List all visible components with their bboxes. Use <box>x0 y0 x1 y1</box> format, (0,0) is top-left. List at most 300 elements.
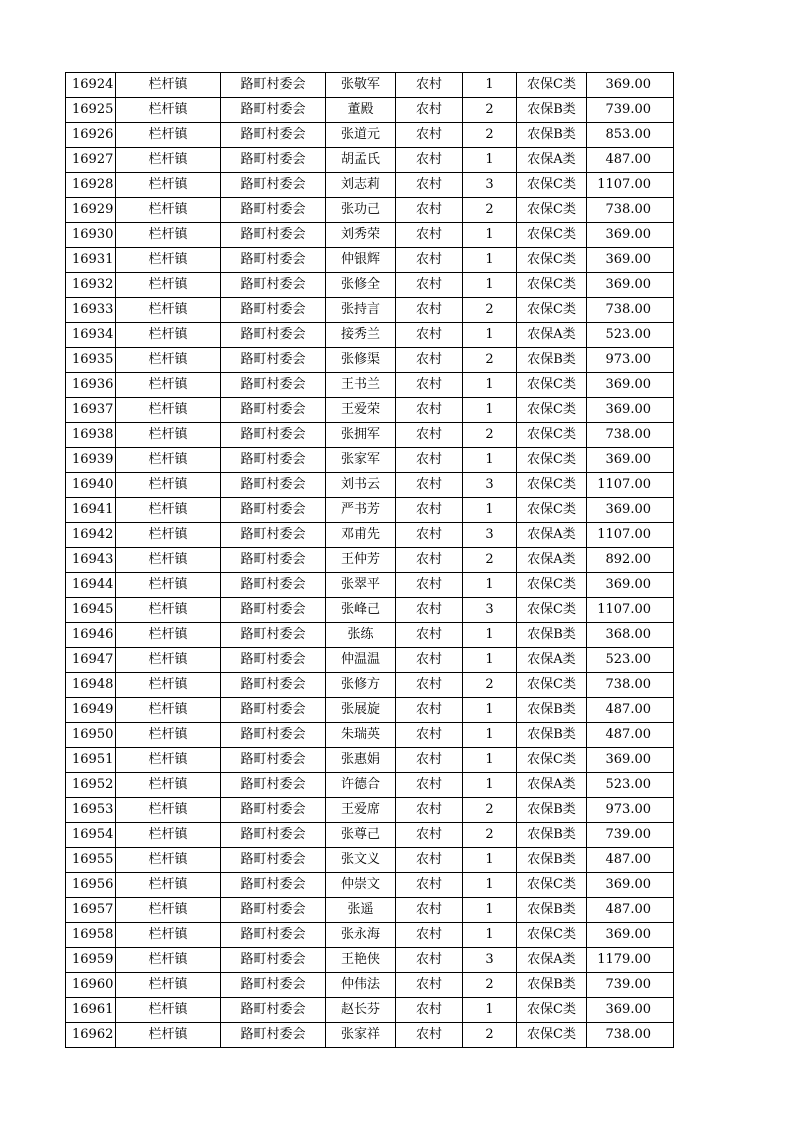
cell-name: 严书芳 <box>326 498 396 523</box>
cell-town: 栏杆镇 <box>116 173 221 198</box>
cell-count: 2 <box>463 298 517 323</box>
cell-amount: 738.00 <box>587 198 674 223</box>
cell-count: 1 <box>463 223 517 248</box>
table-row <box>66 448 674 473</box>
cell-town: 栏杆镇 <box>116 923 221 948</box>
cell-town: 栏杆镇 <box>116 548 221 573</box>
table-row <box>66 698 674 723</box>
cell-village: 路町村委会 <box>221 773 326 798</box>
cell-name: 王仲芳 <box>326 548 396 573</box>
cell-name: 赵长芬 <box>326 998 396 1023</box>
cell-village: 路町村委会 <box>221 448 326 473</box>
cell-town: 栏杆镇 <box>116 823 221 848</box>
cell-name: 张惠娟 <box>326 748 396 773</box>
cell-type: 农村 <box>396 648 463 673</box>
cell-category: 农保C类 <box>517 923 587 948</box>
table-row <box>66 623 674 648</box>
cell-count: 1 <box>463 148 517 173</box>
cell-name: 仲伟法 <box>326 973 396 998</box>
cell-category: 农保C类 <box>517 273 587 298</box>
cell-village: 路町村委会 <box>221 273 326 298</box>
cell-id: 16933 <box>66 298 116 323</box>
cell-id: 16940 <box>66 473 116 498</box>
cell-name: 胡孟氏 <box>326 148 396 173</box>
cell-town: 栏杆镇 <box>116 898 221 923</box>
cell-name: 张修渠 <box>326 348 396 373</box>
table-row <box>66 173 674 198</box>
cell-town: 栏杆镇 <box>116 248 221 273</box>
cell-town: 栏杆镇 <box>116 148 221 173</box>
cell-name: 张遥 <box>326 898 396 923</box>
cell-name: 仲崇文 <box>326 873 396 898</box>
cell-id: 16950 <box>66 723 116 748</box>
table-row <box>66 273 674 298</box>
cell-village: 路町村委会 <box>221 923 326 948</box>
cell-category: 农保B类 <box>517 898 587 923</box>
cell-town: 栏杆镇 <box>116 523 221 548</box>
table-row <box>66 648 674 673</box>
cell-village: 路町村委会 <box>221 648 326 673</box>
cell-id: 16947 <box>66 648 116 673</box>
cell-id: 16945 <box>66 598 116 623</box>
cell-count: 1 <box>463 998 517 1023</box>
cell-count: 3 <box>463 598 517 623</box>
cell-village: 路町村委会 <box>221 873 326 898</box>
cell-name: 张功己 <box>326 198 396 223</box>
table-row <box>66 848 674 873</box>
cell-count: 1 <box>463 498 517 523</box>
cell-village: 路町村委会 <box>221 998 326 1023</box>
cell-category: 农保B类 <box>517 348 587 373</box>
cell-id: 16942 <box>66 523 116 548</box>
cell-count: 1 <box>463 898 517 923</box>
table-row <box>66 898 674 923</box>
cell-village: 路町村委会 <box>221 798 326 823</box>
cell-type: 农村 <box>396 98 463 123</box>
cell-id: 16955 <box>66 848 116 873</box>
cell-count: 2 <box>463 348 517 373</box>
cell-count: 2 <box>463 548 517 573</box>
cell-village: 路町村委会 <box>221 398 326 423</box>
cell-type: 农村 <box>396 148 463 173</box>
cell-id: 16939 <box>66 448 116 473</box>
cell-village: 路町村委会 <box>221 673 326 698</box>
cell-name: 王艳侠 <box>326 948 396 973</box>
cell-category: 农保A类 <box>517 148 587 173</box>
cell-town: 栏杆镇 <box>116 623 221 648</box>
cell-count: 3 <box>463 173 517 198</box>
cell-amount: 369.00 <box>587 448 674 473</box>
cell-amount: 523.00 <box>587 323 674 348</box>
table-row <box>66 198 674 223</box>
cell-town: 栏杆镇 <box>116 723 221 748</box>
cell-name: 王爱荣 <box>326 398 396 423</box>
cell-id: 16938 <box>66 423 116 448</box>
cell-name: 仲温温 <box>326 648 396 673</box>
table-row <box>66 73 674 98</box>
cell-count: 3 <box>463 473 517 498</box>
cell-category: 农保A类 <box>517 548 587 573</box>
cell-type: 农村 <box>396 798 463 823</box>
table-row <box>66 148 674 173</box>
cell-id: 16936 <box>66 373 116 398</box>
cell-type: 农村 <box>396 523 463 548</box>
table-row <box>66 1023 674 1048</box>
cell-name: 刘秀荣 <box>326 223 396 248</box>
cell-town: 栏杆镇 <box>116 423 221 448</box>
cell-name: 张持言 <box>326 298 396 323</box>
cell-id: 16941 <box>66 498 116 523</box>
table-body <box>66 73 674 1048</box>
cell-town: 栏杆镇 <box>116 973 221 998</box>
cell-town: 栏杆镇 <box>116 123 221 148</box>
cell-name: 张尊己 <box>326 823 396 848</box>
cell-category: 农保C类 <box>517 173 587 198</box>
table-row <box>66 423 674 448</box>
cell-name: 仲银辉 <box>326 248 396 273</box>
table-row <box>66 823 674 848</box>
cell-type: 农村 <box>396 498 463 523</box>
cell-amount: 369.00 <box>587 748 674 773</box>
table-row <box>66 123 674 148</box>
cell-category: 农保C类 <box>517 373 587 398</box>
cell-village: 路町村委会 <box>221 898 326 923</box>
cell-type: 农村 <box>396 623 463 648</box>
cell-count: 2 <box>463 798 517 823</box>
cell-category: 农保B类 <box>517 698 587 723</box>
cell-village: 路町村委会 <box>221 723 326 748</box>
table-row <box>66 223 674 248</box>
cell-village: 路町村委会 <box>221 298 326 323</box>
cell-village: 路町村委会 <box>221 573 326 598</box>
table-row <box>66 998 674 1023</box>
cell-type: 农村 <box>396 348 463 373</box>
cell-id: 16931 <box>66 248 116 273</box>
cell-id: 16926 <box>66 123 116 148</box>
cell-count: 1 <box>463 873 517 898</box>
table-row <box>66 348 674 373</box>
cell-village: 路町村委会 <box>221 73 326 98</box>
cell-town: 栏杆镇 <box>116 448 221 473</box>
cell-count: 1 <box>463 623 517 648</box>
cell-id: 16954 <box>66 823 116 848</box>
cell-amount: 369.00 <box>587 273 674 298</box>
cell-type: 农村 <box>396 673 463 698</box>
cell-town: 栏杆镇 <box>116 698 221 723</box>
cell-count: 2 <box>463 823 517 848</box>
cell-id: 16943 <box>66 548 116 573</box>
cell-village: 路町村委会 <box>221 698 326 723</box>
cell-amount: 738.00 <box>587 673 674 698</box>
cell-name: 张家祥 <box>326 1023 396 1048</box>
table-row <box>66 923 674 948</box>
cell-id: 16927 <box>66 148 116 173</box>
cell-village: 路町村委会 <box>221 598 326 623</box>
table-row <box>66 498 674 523</box>
cell-type: 农村 <box>396 598 463 623</box>
cell-village: 路町村委会 <box>221 98 326 123</box>
cell-name: 张翠平 <box>326 573 396 598</box>
cell-id: 16960 <box>66 973 116 998</box>
cell-count: 3 <box>463 523 517 548</box>
cell-name: 王书兰 <box>326 373 396 398</box>
cell-type: 农村 <box>396 548 463 573</box>
cell-id: 16928 <box>66 173 116 198</box>
table-row <box>66 798 674 823</box>
cell-town: 栏杆镇 <box>116 473 221 498</box>
cell-amount: 523.00 <box>587 773 674 798</box>
cell-category: 农保C类 <box>517 673 587 698</box>
cell-id: 16957 <box>66 898 116 923</box>
table-row <box>66 948 674 973</box>
cell-count: 1 <box>463 398 517 423</box>
cell-amount: 739.00 <box>587 973 674 998</box>
cell-town: 栏杆镇 <box>116 798 221 823</box>
cell-amount: 369.00 <box>587 498 674 523</box>
cell-id: 16937 <box>66 398 116 423</box>
cell-town: 栏杆镇 <box>116 298 221 323</box>
cell-village: 路町村委会 <box>221 348 326 373</box>
cell-type: 农村 <box>396 73 463 98</box>
table-row <box>66 598 674 623</box>
cell-name: 张道元 <box>326 123 396 148</box>
table-row <box>66 398 674 423</box>
cell-village: 路町村委会 <box>221 373 326 398</box>
cell-village: 路町村委会 <box>221 473 326 498</box>
cell-type: 农村 <box>396 748 463 773</box>
cell-id: 16959 <box>66 948 116 973</box>
cell-village: 路町村委会 <box>221 248 326 273</box>
cell-id: 16935 <box>66 348 116 373</box>
cell-category: 农保B类 <box>517 623 587 648</box>
cell-category: 农保A类 <box>517 948 587 973</box>
cell-village: 路町村委会 <box>221 323 326 348</box>
cell-town: 栏杆镇 <box>116 498 221 523</box>
cell-village: 路町村委会 <box>221 623 326 648</box>
cell-category: 农保B类 <box>517 798 587 823</box>
cell-amount: 368.00 <box>587 623 674 648</box>
cell-town: 栏杆镇 <box>116 573 221 598</box>
cell-amount: 1179.00 <box>587 948 674 973</box>
cell-town: 栏杆镇 <box>116 98 221 123</box>
cell-type: 农村 <box>396 573 463 598</box>
cell-amount: 739.00 <box>587 98 674 123</box>
table-row <box>66 298 674 323</box>
cell-id: 16925 <box>66 98 116 123</box>
cell-amount: 973.00 <box>587 348 674 373</box>
cell-name: 朱瑞英 <box>326 723 396 748</box>
cell-count: 2 <box>463 673 517 698</box>
cell-id: 16949 <box>66 698 116 723</box>
cell-id: 16930 <box>66 223 116 248</box>
cell-amount: 738.00 <box>587 298 674 323</box>
cell-type: 农村 <box>396 848 463 873</box>
cell-count: 2 <box>463 973 517 998</box>
cell-category: 农保A类 <box>517 773 587 798</box>
cell-village: 路町村委会 <box>221 498 326 523</box>
table-row <box>66 523 674 548</box>
cell-type: 农村 <box>396 873 463 898</box>
cell-village: 路町村委会 <box>221 423 326 448</box>
cell-amount: 892.00 <box>587 548 674 573</box>
cell-count: 1 <box>463 448 517 473</box>
cell-name: 张永海 <box>326 923 396 948</box>
cell-category: 农保B类 <box>517 123 587 148</box>
cell-type: 农村 <box>396 123 463 148</box>
cell-village: 路町村委会 <box>221 548 326 573</box>
cell-id: 16962 <box>66 1023 116 1048</box>
cell-type: 农村 <box>396 323 463 348</box>
cell-name: 张文义 <box>326 848 396 873</box>
cell-category: 农保C类 <box>517 1023 587 1048</box>
cell-count: 1 <box>463 698 517 723</box>
table-row <box>66 973 674 998</box>
cell-town: 栏杆镇 <box>116 848 221 873</box>
cell-amount: 369.00 <box>587 73 674 98</box>
cell-category: 农保C类 <box>517 498 587 523</box>
cell-type: 农村 <box>396 973 463 998</box>
cell-amount: 369.00 <box>587 223 674 248</box>
cell-count: 1 <box>463 323 517 348</box>
table-row <box>66 248 674 273</box>
cell-category: 农保C类 <box>517 223 587 248</box>
cell-count: 1 <box>463 748 517 773</box>
cell-id: 16956 <box>66 873 116 898</box>
cell-amount: 487.00 <box>587 898 674 923</box>
cell-id: 16952 <box>66 773 116 798</box>
cell-category: 农保C类 <box>517 598 587 623</box>
cell-type: 农村 <box>396 248 463 273</box>
cell-town: 栏杆镇 <box>116 323 221 348</box>
cell-town: 栏杆镇 <box>116 998 221 1023</box>
cell-amount: 369.00 <box>587 873 674 898</box>
cell-amount: 853.00 <box>587 123 674 148</box>
cell-id: 16924 <box>66 73 116 98</box>
cell-id: 16948 <box>66 673 116 698</box>
table-row <box>66 548 674 573</box>
cell-id: 16932 <box>66 273 116 298</box>
cell-type: 农村 <box>396 923 463 948</box>
table-row <box>66 723 674 748</box>
cell-type: 农村 <box>396 948 463 973</box>
cell-count: 1 <box>463 773 517 798</box>
cell-type: 农村 <box>396 173 463 198</box>
cell-category: 农保C类 <box>517 398 587 423</box>
cell-category: 农保C类 <box>517 998 587 1023</box>
cell-category: 农保C类 <box>517 248 587 273</box>
cell-amount: 739.00 <box>587 823 674 848</box>
cell-amount: 369.00 <box>587 923 674 948</box>
cell-amount: 487.00 <box>587 148 674 173</box>
cell-name: 刘志莉 <box>326 173 396 198</box>
cell-name: 董殿 <box>326 98 396 123</box>
cell-town: 栏杆镇 <box>116 748 221 773</box>
cell-amount: 973.00 <box>587 798 674 823</box>
table-row <box>66 98 674 123</box>
cell-town: 栏杆镇 <box>116 348 221 373</box>
cell-amount: 487.00 <box>587 848 674 873</box>
cell-id: 16953 <box>66 798 116 823</box>
cell-town: 栏杆镇 <box>116 773 221 798</box>
cell-count: 1 <box>463 273 517 298</box>
cell-count: 2 <box>463 98 517 123</box>
cell-village: 路町村委会 <box>221 848 326 873</box>
cell-amount: 738.00 <box>587 1023 674 1048</box>
cell-category: 农保C类 <box>517 873 587 898</box>
cell-name: 张修全 <box>326 273 396 298</box>
cell-category: 农保C类 <box>517 423 587 448</box>
cell-type: 农村 <box>396 448 463 473</box>
table-row <box>66 748 674 773</box>
cell-town: 栏杆镇 <box>116 273 221 298</box>
cell-count: 1 <box>463 248 517 273</box>
cell-count: 1 <box>463 373 517 398</box>
cell-id: 16929 <box>66 198 116 223</box>
cell-village: 路町村委会 <box>221 523 326 548</box>
cell-count: 2 <box>463 123 517 148</box>
cell-amount: 738.00 <box>587 423 674 448</box>
cell-type: 农村 <box>396 898 463 923</box>
cell-category: 农保C类 <box>517 748 587 773</box>
cell-name: 刘书云 <box>326 473 396 498</box>
cell-id: 16946 <box>66 623 116 648</box>
cell-count: 1 <box>463 848 517 873</box>
data-table <box>65 72 674 1048</box>
cell-amount: 523.00 <box>587 648 674 673</box>
cell-id: 16951 <box>66 748 116 773</box>
cell-type: 农村 <box>396 1023 463 1048</box>
cell-name: 张展旋 <box>326 698 396 723</box>
cell-town: 栏杆镇 <box>116 673 221 698</box>
cell-category: 农保B类 <box>517 848 587 873</box>
cell-type: 农村 <box>396 373 463 398</box>
cell-type: 农村 <box>396 723 463 748</box>
cell-amount: 1107.00 <box>587 173 674 198</box>
cell-amount: 369.00 <box>587 248 674 273</box>
cell-town: 栏杆镇 <box>116 1023 221 1048</box>
cell-town: 栏杆镇 <box>116 873 221 898</box>
cell-village: 路町村委会 <box>221 173 326 198</box>
cell-count: 1 <box>463 573 517 598</box>
cell-village: 路町村委会 <box>221 148 326 173</box>
table-row <box>66 873 674 898</box>
cell-category: 农保B类 <box>517 823 587 848</box>
cell-name: 张修方 <box>326 673 396 698</box>
cell-category: 农保A类 <box>517 648 587 673</box>
cell-village: 路町村委会 <box>221 223 326 248</box>
cell-id: 16958 <box>66 923 116 948</box>
cell-category: 农保B类 <box>517 973 587 998</box>
cell-count: 3 <box>463 948 517 973</box>
cell-name: 邓甫先 <box>326 523 396 548</box>
cell-amount: 369.00 <box>587 573 674 598</box>
cell-count: 1 <box>463 73 517 98</box>
cell-name: 许德合 <box>326 773 396 798</box>
cell-village: 路町村委会 <box>221 748 326 773</box>
cell-count: 1 <box>463 923 517 948</box>
cell-category: 农保C类 <box>517 573 587 598</box>
cell-count: 1 <box>463 648 517 673</box>
cell-name: 张敬军 <box>326 73 396 98</box>
table-row <box>66 773 674 798</box>
cell-amount: 1107.00 <box>587 523 674 548</box>
cell-town: 栏杆镇 <box>116 648 221 673</box>
cell-id: 16934 <box>66 323 116 348</box>
cell-category: 农保C类 <box>517 448 587 473</box>
cell-type: 农村 <box>396 423 463 448</box>
cell-type: 农村 <box>396 473 463 498</box>
cell-name: 接秀兰 <box>326 323 396 348</box>
